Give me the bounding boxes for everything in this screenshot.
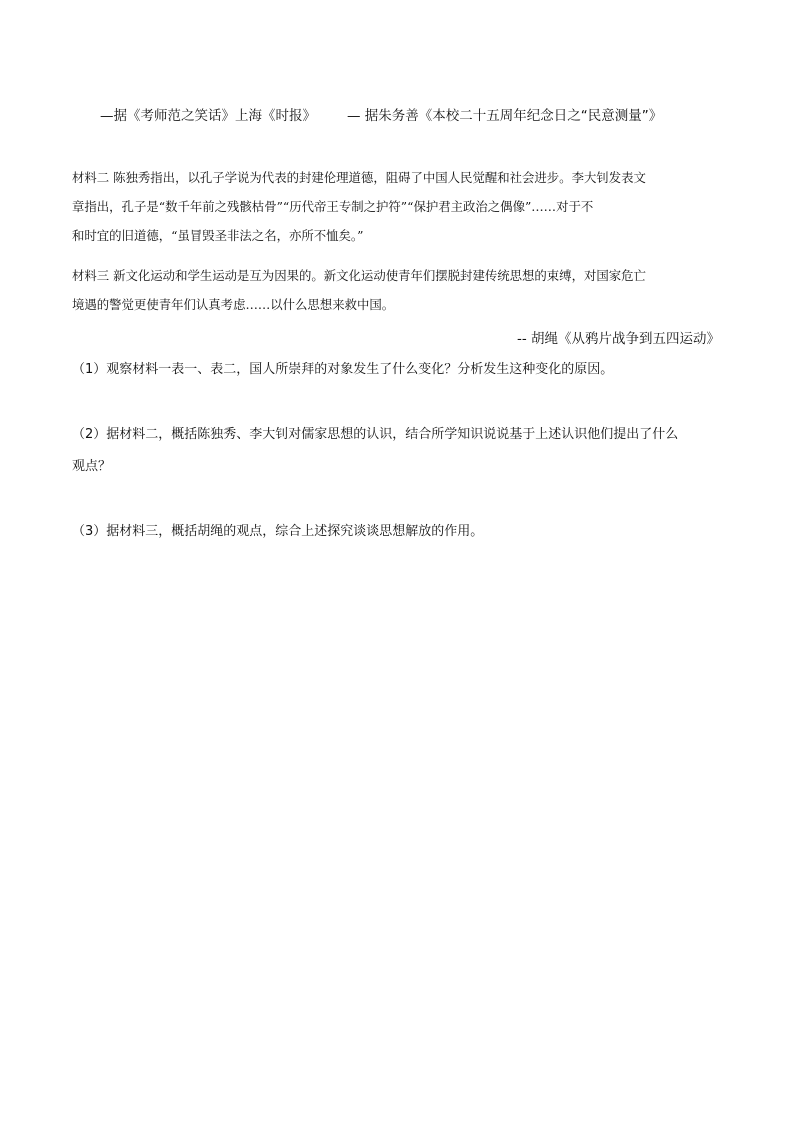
question-3: （3）据材料三，概括胡绳的观点，综合上述探究谈谈思想解放的作用。	[72, 524, 484, 539]
question-1: （1）观察材料一表一、表二，国人所崇拜的对象发生了什么变化？分析发生这种变化的原因。	[72, 362, 614, 377]
material-three-line-2: 境遇的警觉更使青年们认真考虑……以什么思想来救中国。	[72, 297, 395, 312]
material-three-line-1: 材料三 新文化运动和学生运动是互为因果的。新文化运动使青年们摆脱封建传统思想的束缚，对国家危亡	[72, 268, 646, 283]
material-two-line-1: 材料二 陈独秀指出，以孔子学说为代表的封建伦理道德，阻碍了中国人民觉醒和社会进步。李大钊发表文	[72, 170, 646, 185]
question-2-line-2: 观点？	[72, 459, 112, 474]
source-right: — 据朱务善《本校二十五周年纪念日之“民意测量”》	[347, 108, 663, 124]
material-two-line-3: 和时宜的旧道德，“虽冒毁圣非法之名，亦所不恤矣。”	[72, 228, 364, 243]
question-2-line-1: （2）据材料二，概括陈独秀、李大钊对儒家思想的认识，结合所学知识说说基于上述认识他们提出了什么	[72, 427, 679, 442]
source-left: —据《考师范之笑话》上海《时报》	[100, 108, 316, 124]
material-two-line-2: 章指出，孔子是“数千年前之残骸枯骨”“历代帝王专制之护符”“保护君主政治之偶像”……对于不	[72, 199, 594, 214]
material-three-source: -- 胡绳《从鸦片战争到五四运动》	[516, 331, 720, 347]
